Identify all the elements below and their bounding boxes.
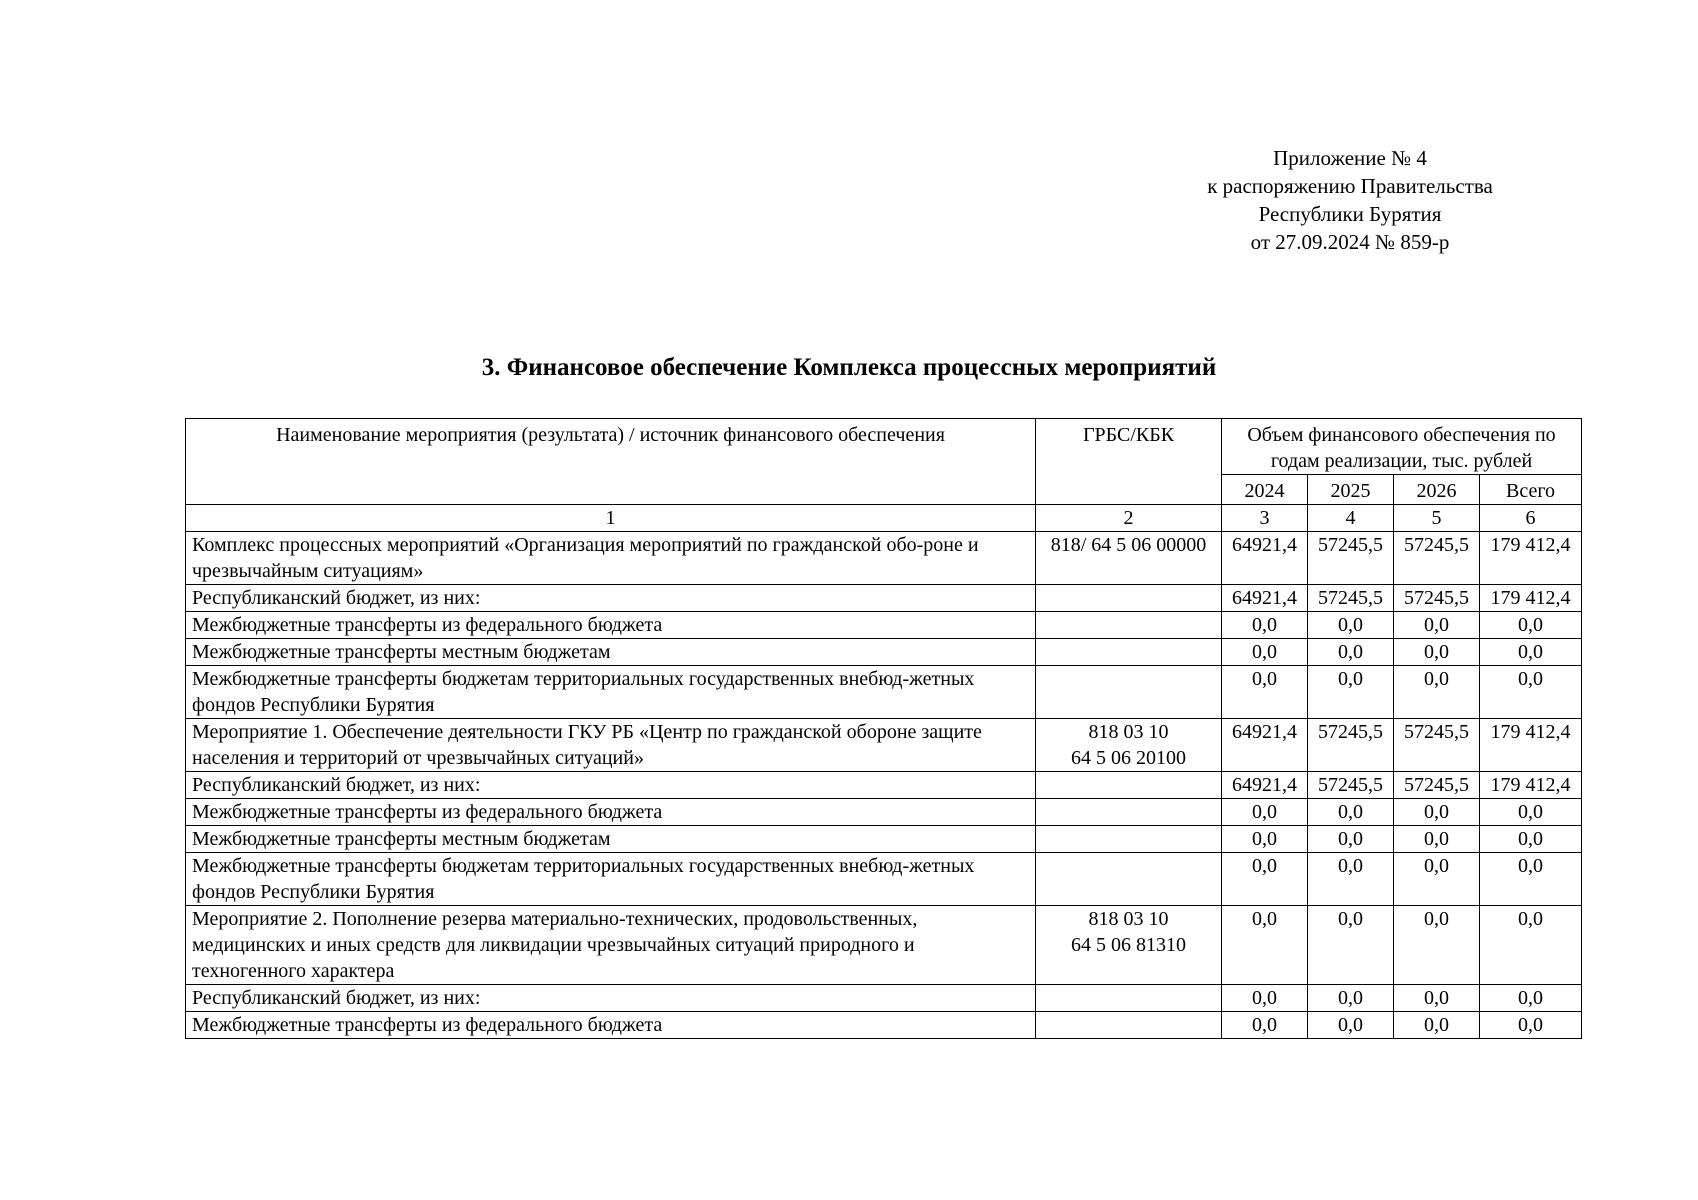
row-value-total: 179 412,4	[1480, 585, 1582, 612]
row-value-2025: 0,0	[1308, 985, 1394, 1012]
row-value-2024: 64921,4	[1222, 772, 1308, 799]
row-value-2025: 57245,5	[1308, 719, 1394, 772]
row-value-2026: 57245,5	[1394, 719, 1480, 772]
row-value-2025: 57245,5	[1308, 585, 1394, 612]
row-value-2026: 0,0	[1394, 612, 1480, 639]
row-name: Межбюджетные трансферты из федерального бюджета	[186, 612, 1036, 639]
row-value-2024: 0,0	[1222, 612, 1308, 639]
row-value-total: 0,0	[1480, 853, 1582, 906]
row-code: 818 03 10 64 5 06 20100	[1036, 719, 1222, 772]
row-value-2024: 0,0	[1222, 639, 1308, 666]
row-value-2024: 0,0	[1222, 799, 1308, 826]
row-value-2024: 0,0	[1222, 1012, 1308, 1039]
row-value-2024: 64921,4	[1222, 719, 1308, 772]
row-value-total: 0,0	[1480, 985, 1582, 1012]
row-code	[1036, 666, 1222, 719]
row-name: Межбюджетные трансферты из федерального бюджета	[186, 1012, 1036, 1039]
financing-table	[185, 418, 1582, 1039]
row-value-2026: 0,0	[1394, 906, 1480, 985]
table-body	[186, 532, 1582, 1039]
row-value-2025: 0,0	[1308, 612, 1394, 639]
row-code	[1036, 826, 1222, 853]
row-value-total: 0,0	[1480, 666, 1582, 719]
column-index: 3	[1222, 505, 1308, 532]
row-code	[1036, 772, 1222, 799]
row-value-2026: 0,0	[1394, 1012, 1480, 1039]
row-code	[1036, 1012, 1222, 1039]
row-value-2025: 0,0	[1308, 666, 1394, 719]
row-value-2026: 0,0	[1394, 826, 1480, 853]
row-value-total: 179 412,4	[1480, 719, 1582, 772]
row-value-total: 0,0	[1480, 612, 1582, 639]
column-index: 2	[1036, 505, 1222, 532]
column-index-row	[186, 505, 1582, 532]
row-value-2024: 64921,4	[1222, 585, 1308, 612]
row-value-2026: 0,0	[1394, 639, 1480, 666]
appendix-line: Приложение № 4	[1273, 146, 1427, 170]
column-index: 4	[1308, 505, 1394, 532]
row-value-2025: 0,0	[1308, 826, 1394, 853]
row-value-2026: 57245,5	[1394, 772, 1480, 799]
table-row	[186, 799, 1582, 826]
table-row	[186, 532, 1582, 585]
table-row	[186, 772, 1582, 799]
table-row	[186, 585, 1582, 612]
header-year-2025: 2025	[1308, 475, 1394, 505]
row-code	[1036, 799, 1222, 826]
row-value-total: 179 412,4	[1480, 772, 1582, 799]
row-value-2026: 0,0	[1394, 985, 1480, 1012]
appendix-line: Республики Бурятия	[1258, 202, 1442, 226]
row-code	[1036, 985, 1222, 1012]
row-code: 818 03 10 64 5 06 81310	[1036, 906, 1222, 985]
appendix-line: от 27.09.2024 № 859-р	[1250, 230, 1450, 254]
row-value-2026: 0,0	[1394, 853, 1480, 906]
row-value-2026: 0,0	[1394, 799, 1480, 826]
row-value-total: 0,0	[1480, 639, 1582, 666]
column-index: 5	[1394, 505, 1480, 532]
column-index: 1	[186, 505, 1036, 532]
row-value-2026: 0,0	[1394, 666, 1480, 719]
row-value-total: 0,0	[1480, 826, 1582, 853]
table-row	[186, 639, 1582, 666]
table-row	[186, 853, 1582, 906]
row-name: Мероприятие 2. Пополнение резерва материально-технических, продовольственных, медицинских и иных средств для ликвидации чрезвычайных ситуаций природного и техногенного характера	[186, 906, 1036, 985]
row-code	[1036, 853, 1222, 906]
header-year-2024: 2024	[1222, 475, 1308, 505]
header-total: Всего	[1480, 475, 1582, 505]
row-code	[1036, 585, 1222, 612]
appendix-line: к распоряжению Правительства	[1207, 174, 1493, 198]
row-value-2024: 0,0	[1222, 666, 1308, 719]
table-row	[186, 985, 1582, 1012]
header-name: Наименование мероприятия (результата) / источник финансового обеспечения	[186, 419, 1036, 505]
row-value-total: 0,0	[1480, 906, 1582, 985]
row-name: Комплекс процессных мероприятий «Организация мероприятий по гражданской обо-роне и чрезвычайным ситуациям»	[186, 532, 1036, 585]
header-code: ГРБС/КБК	[1036, 419, 1222, 505]
row-name: Межбюджетные трансферты бюджетам территориальных государственных внебюд-жетных фондов Республики Бурятия	[186, 853, 1036, 906]
table-row	[186, 826, 1582, 853]
row-value-2025: 0,0	[1308, 799, 1394, 826]
row-code: 818/ 64 5 06 00000	[1036, 532, 1222, 585]
row-value-2026: 57245,5	[1394, 532, 1480, 585]
row-value-total: 179 412,4	[1480, 532, 1582, 585]
row-value-2024: 0,0	[1222, 906, 1308, 985]
table-row	[186, 1012, 1582, 1039]
appendix-block	[1200, 144, 1500, 256]
table-row	[186, 666, 1582, 719]
table-row	[186, 719, 1582, 772]
row-value-2025: 0,0	[1308, 853, 1394, 906]
row-value-2025: 57245,5	[1308, 772, 1394, 799]
row-value-2026: 57245,5	[1394, 585, 1480, 612]
row-name: Республиканский бюджет, из них:	[186, 985, 1036, 1012]
row-name: Мероприятие 1. Обеспечение деятельности ГКУ РБ «Центр по гражданской обороне защите населения и территорий от чрезвычайных ситуаций»	[186, 719, 1036, 772]
row-value-2025: 0,0	[1308, 1012, 1394, 1039]
row-value-total: 0,0	[1480, 799, 1582, 826]
row-value-2024: 0,0	[1222, 853, 1308, 906]
header-row	[186, 419, 1582, 475]
row-value-total: 0,0	[1480, 1012, 1582, 1039]
row-name: Межбюджетные трансферты местным бюджетам	[186, 826, 1036, 853]
row-value-2025: 57245,5	[1308, 532, 1394, 585]
row-name: Республиканский бюджет, из них:	[186, 772, 1036, 799]
header-year-2026: 2026	[1394, 475, 1480, 505]
row-code	[1036, 639, 1222, 666]
row-value-2024: 64921,4	[1222, 532, 1308, 585]
table-row	[186, 906, 1582, 985]
row-code	[1036, 612, 1222, 639]
column-index: 6	[1480, 505, 1582, 532]
row-name: Республиканский бюджет, из них:	[186, 585, 1036, 612]
row-value-2025: 0,0	[1308, 639, 1394, 666]
page-title: 3. Финансовое обеспечение Комплекса процессных мероприятий	[481, 354, 1217, 381]
header-volume: Объем финансового обеспечения по годам реализации, тыс. рублей	[1222, 419, 1582, 475]
row-value-2025: 0,0	[1308, 906, 1394, 985]
row-name: Межбюджетные трансферты из федерального бюджета	[186, 799, 1036, 826]
row-value-2024: 0,0	[1222, 985, 1308, 1012]
row-name: Межбюджетные трансферты бюджетам территориальных государственных внебюд-жетных фондов Республики Бурятия	[186, 666, 1036, 719]
table-row	[186, 612, 1582, 639]
row-name: Межбюджетные трансферты местным бюджетам	[186, 639, 1036, 666]
row-value-2024: 0,0	[1222, 826, 1308, 853]
